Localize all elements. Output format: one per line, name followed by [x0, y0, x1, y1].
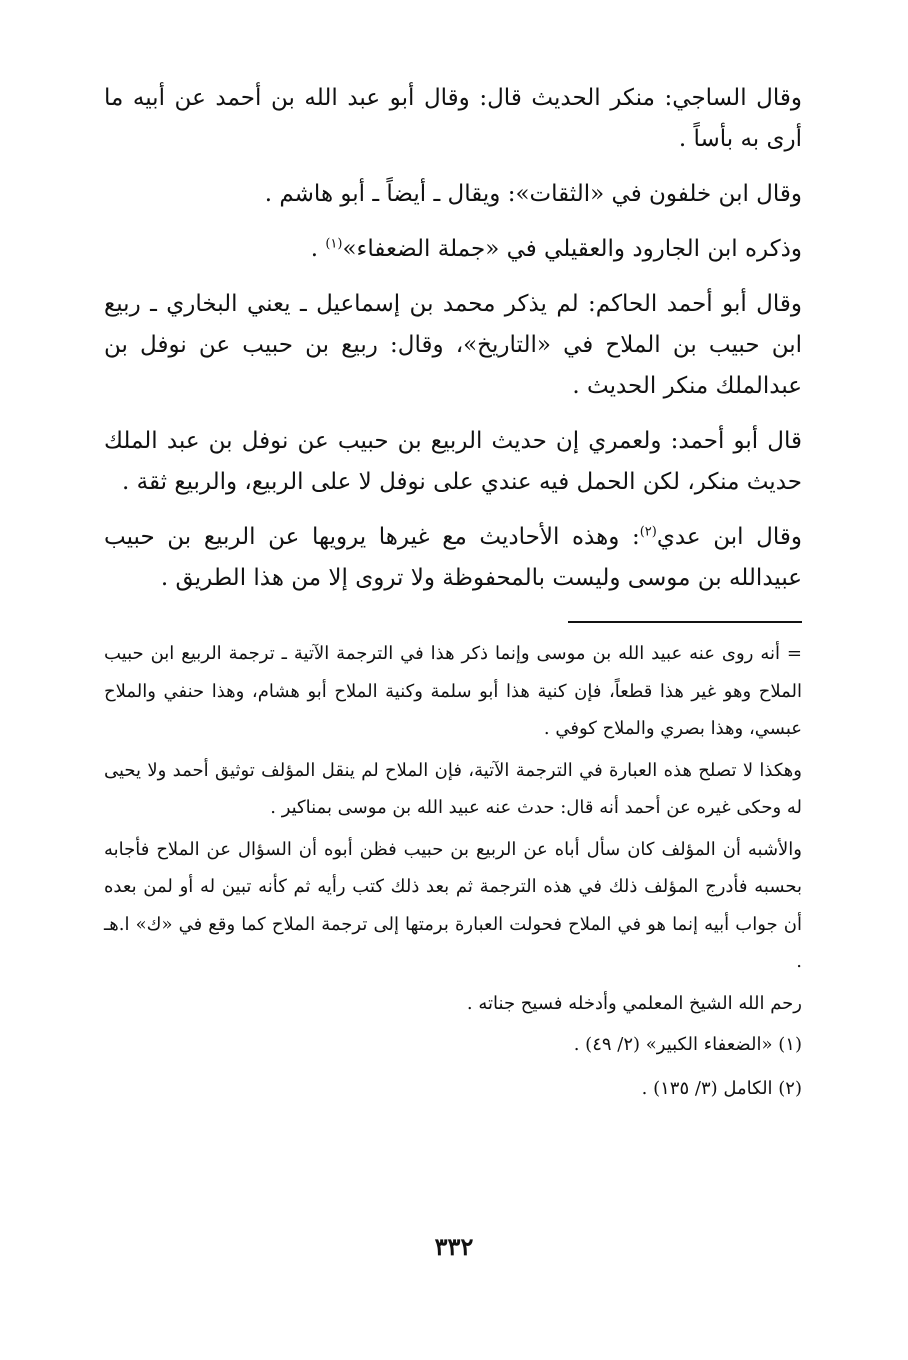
paragraph-sajji: وقال الساجي: منكر الحديث قال: وقال أبو عبد الله بن أحمد عن أبيه ما أرى به بأساً . [104, 85, 802, 152]
paragraph-ibn-al-jarud-text: وذكره ابن الجارود والعقيلي في «جملة الضعفاء» [342, 236, 802, 262]
paragraph-ibn-al-jarud [104, 229, 802, 270]
note-prayer: رحم الله الشيخ المعلمي وأدخله فسيح جناته . [466, 992, 802, 1014]
sentence-end: . [310, 236, 326, 262]
note-paragraph: وهكذا لا تصلح هذه العبارة في الترجمة الآتية، فإن الملاح لم ينقل المؤلف توثيق أحمد ولا يحيى له وحكى غيره عن أحمد أنه قال: حدث عنه عبيد الله بن موسى بمناكير . [104, 759, 802, 818]
footnote-2: (٢) الكامل (٣/ ١٣٥) . [641, 1077, 802, 1099]
footnote-marker-1[interactable]: (١) [325, 236, 343, 252]
page-number: ٣٣٢ [434, 1232, 474, 1261]
paragraph-abu-ahmad-al-hakim: وقال أبو أحمد الحاكم: لم يذكر محمد بن إسماعيل ـ يعني البخاري ـ ربيع ابن حبيب بن الملاح في «التاريخ»، وقال: ربيع بن حبيب عن نوفل بن عبدالملك منكر الحديث . [104, 291, 802, 399]
footnote-1: (١) «الضعفاء الكبير» (٢/ ٤٩) . [573, 1034, 802, 1055]
note-continuation: = أنه روى عنه عبيد الله بن موسى وإنما ذكر هذا في الترجمة الآتية ـ ترجمة الربيع ابن حبيب الملاح وهو غير هذا قطعاً، فإن كنية هذا أبو سلمة وكنية الملاح أبو هشام، وهذا حنفي والملاح عبسي، وهذا بصري والملاح كوفي . [104, 643, 802, 739]
footnote-separator [568, 621, 802, 623]
page-body [104, 78, 802, 1113]
paragraph-abu-ahmad: قال أبو أحمد: ولعمري إن حديث الربيع بن حبيب عن نوفل بن عبد الملك حديث منكر، لكن الحمل فيه عندي على نوفل لا على الربيع، والربيع ثقة . [104, 428, 802, 495]
paragraph-ibn-adi-lead: وقال ابن عدي [656, 524, 802, 550]
paragraph-ibn-khalfun: وقال ابن خلفون في «الثقات»: ويقال ـ أيضاً ـ أبو هاشم . [264, 181, 802, 207]
paragraph-ibn-adi-text: : وهذه الأحاديث مع غيرها يرويها عن الربيع بن حبيب عبيدالله بن موسى وليست بالمحفوظة ولا تروى إلا من هذا الطريق . [104, 524, 802, 591]
note-paragraph: والأشبه أن المؤلف كان سأل أباه عن الربيع بن حبيب فظن أبوه أن السؤال عن الملاح فأجابه بحسبه فأدرج المؤلف ذلك في هذه الترجمة ثم بعد ذلك كتب رأيه ثم كأنه تبين له أو لمن بعده أن جواب أبيه إنما هو في الملاح فحولت العبارة برمتها إلى ترجمة الملاح كما وقع في «ك» ا.هـ . [104, 838, 802, 972]
paragraph-ibn-adi [104, 517, 802, 599]
footnotes-section [104, 635, 802, 1107]
main-text [104, 78, 802, 599]
footnote-separator-wrap [104, 613, 802, 635]
footnote-marker-2[interactable]: (٢) [639, 524, 657, 540]
